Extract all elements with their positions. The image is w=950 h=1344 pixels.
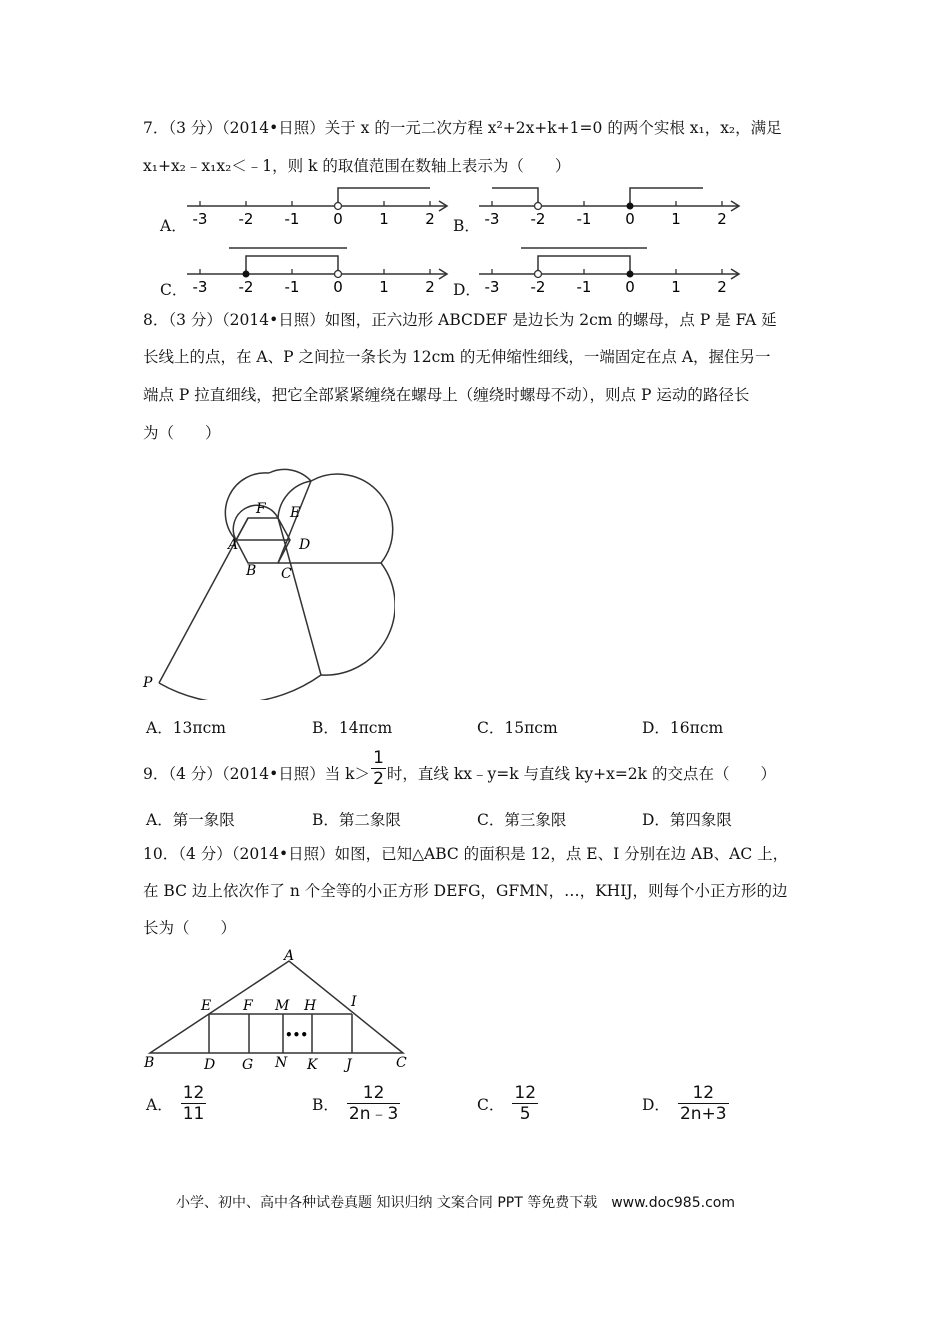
q8-stem-line2: 长线上的点，在 A、P 之间拉一条长为 12cm 的无伸缩性细线，一端固定在点 A，握住另一 — [143, 348, 771, 366]
q8-stem-line3: 端点 P 拉直细线，把它全部紧紧缠绕在螺母上（缠绕时螺母不动），则点 P 运动的路径长 — [143, 386, 750, 404]
fraction-numerator: 1 — [373, 748, 384, 768]
tick-label: 2 — [717, 278, 727, 294]
q10-triangle-squares-figure — [140, 946, 415, 1074]
q7-number-line-a — [185, 180, 455, 230]
point-label-b: B — [144, 1055, 155, 1071]
q9-option-b[interactable]: B．第二象限 — [312, 811, 401, 829]
option-letter: D． — [642, 1095, 670, 1114]
q7-number-line-c — [185, 244, 455, 294]
tick-label: 0 — [625, 210, 635, 228]
point-label-b: B — [246, 563, 257, 579]
q8-stem-line1: 8．（3 分）（2014•日照）如图，正六边形 ABCDEF 是边长为 2cm 的螺母，点 P 是 FA 延 — [143, 311, 777, 329]
point-label-n: N — [275, 1055, 288, 1071]
fraction-denominator: 11 — [182, 1104, 205, 1124]
tick-label: -1 — [576, 278, 592, 294]
option-fraction — [181, 1083, 207, 1124]
q7-number-line-b — [477, 180, 747, 230]
tick-label: -2 — [530, 210, 546, 228]
fraction-denominator: 2 — [373, 769, 384, 789]
tick-label: -1 — [284, 278, 300, 294]
q8-option-b[interactable]: B．14πcm — [312, 719, 393, 737]
tick-label: -3 — [192, 210, 208, 228]
tick-label: -2 — [530, 278, 546, 294]
option-letter: B． — [312, 1095, 339, 1114]
option-fraction — [678, 1083, 729, 1124]
q9-option-c[interactable]: C．第三象限 — [477, 811, 567, 829]
fraction-numerator: 12 — [347, 1083, 400, 1104]
point-label-i: I — [351, 994, 357, 1010]
q7-option-a-label: A． — [160, 217, 187, 235]
q10-stem-line2: 在 BC 边上依次作了 n 个全等的小正方形 DEFG，GFMN，…，KHIJ，则每个小正方形的边 — [143, 882, 788, 900]
point-label-a: A — [228, 537, 239, 553]
q8-stem-line4: 为（ ） — [143, 424, 221, 442]
q9-stem — [143, 748, 776, 789]
ellipsis-dots: ••• — [285, 1028, 309, 1042]
tick-label: 0 — [333, 210, 343, 228]
fraction-denominator: 2n+3 — [679, 1104, 727, 1124]
q7-option-c-label: C． — [160, 281, 188, 299]
tick-label: 2 — [425, 210, 435, 228]
tick-label: -1 — [284, 210, 300, 228]
point-label-j: J — [346, 1057, 352, 1073]
tick-label: 0 — [625, 278, 635, 294]
q9-stem-suffix: 时，直线 kx﹣y=k 与直线 ky+x=2k 的交点在（ ） — [386, 764, 776, 783]
q10-option-c[interactable] — [477, 1083, 538, 1124]
tick-label: -3 — [192, 278, 208, 294]
fraction-denominator: 5 — [519, 1104, 531, 1124]
tick-label: -3 — [484, 278, 500, 294]
tick-label: -1 — [576, 210, 592, 228]
q9-option-d[interactable]: D．第四象限 — [642, 811, 732, 829]
point-label-k: K — [307, 1057, 318, 1073]
q10-stem-line1: 10．（4 分）（2014•日照）如图，已知△ABC 的面积是 12，点 E、I 分别在边 AB、AC 上， — [143, 845, 789, 863]
q9-option-a[interactable]: A．第一象限 — [146, 811, 235, 829]
q10-option-a[interactable] — [146, 1083, 206, 1124]
q7-stem-line2: x₁+x₂﹣x₁x₂＜﹣1，则 k 的取值范围在数轴上表示为（ ） — [143, 157, 571, 175]
q8-option-a[interactable]: A．13πcm — [146, 719, 226, 737]
point-label-f: F — [243, 998, 253, 1014]
tick-label: -2 — [238, 278, 254, 294]
q10-stem-line3: 长为（ ） — [143, 919, 237, 937]
q7-stem-line1: 7．（3 分）（2014•日照）关于 x 的一元二次方程 x²+2x+k+1=0 的两个实根 x₁，x₂，满足 — [143, 119, 782, 137]
point-label-g: G — [242, 1057, 254, 1073]
q8-option-c[interactable]: C．15πcm — [477, 719, 558, 737]
q8-option-d[interactable]: D．16πcm — [642, 719, 724, 737]
page-footer: 小学、初中、高中各种试卷真题 知识归纳 文案合同 PPT 等免费下载 www.doc985.com — [176, 1195, 735, 1211]
q10-option-b[interactable] — [312, 1083, 400, 1124]
tick-label: -2 — [238, 210, 254, 228]
fraction-numerator: 12 — [678, 1083, 729, 1104]
option-fraction — [512, 1083, 538, 1124]
tick-label: 1 — [379, 210, 389, 228]
option-fraction — [347, 1083, 400, 1124]
point-label-e: E — [201, 998, 212, 1014]
point-label-c: C — [396, 1055, 407, 1071]
q9-fraction — [371, 748, 386, 789]
q9-stem-prefix: 9．（4 分）（2014•日照）当 k＞ — [143, 764, 371, 783]
point-label-p: P — [143, 675, 153, 691]
fraction-numerator: 12 — [182, 1083, 205, 1103]
point-label-m: M — [275, 998, 290, 1014]
point-label-f: F — [256, 501, 266, 517]
point-label-a: A — [284, 948, 295, 964]
q7-option-b-label: B． — [453, 217, 480, 235]
tick-label: 0 — [333, 278, 343, 294]
option-letter: A． — [146, 1095, 173, 1114]
tick-label: 1 — [379, 278, 389, 294]
point-label-c: C — [281, 566, 292, 582]
q10-option-d[interactable] — [642, 1083, 729, 1124]
option-letter: C． — [477, 1095, 505, 1114]
point-label-d: D — [299, 537, 311, 553]
fraction-numerator: 12 — [514, 1083, 537, 1103]
point-label-h: H — [304, 998, 317, 1014]
tick-label: 2 — [425, 278, 435, 294]
point-label-d: D — [204, 1057, 216, 1073]
tick-label: -3 — [484, 210, 500, 228]
q7-option-d-label: D． — [453, 281, 481, 299]
q7-number-line-d — [477, 244, 747, 294]
tick-label: 1 — [671, 278, 681, 294]
tick-label: 2 — [717, 210, 727, 228]
q8-hexagon-nut-figure — [135, 455, 395, 700]
tick-label: 1 — [671, 210, 681, 228]
point-label-e: E — [290, 505, 301, 521]
fraction-denominator: 2n﹣3 — [348, 1104, 399, 1124]
